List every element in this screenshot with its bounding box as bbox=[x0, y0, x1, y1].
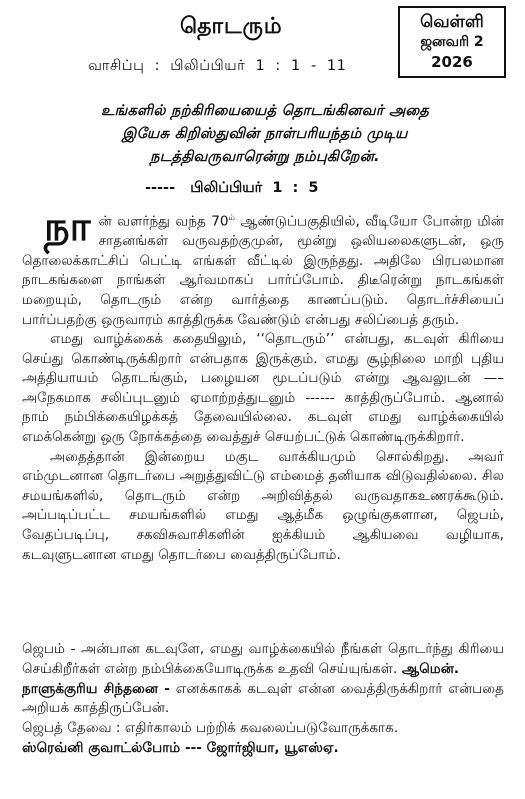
prayer-label: ஜெபம் - bbox=[22, 641, 76, 657]
thought-label: நாளுக்குரிய சிந்தனை - bbox=[22, 680, 170, 697]
memory-verse-reference: ----- பிலிப்பியர் 1 : 5 bbox=[145, 180, 319, 196]
devotional-footer bbox=[22, 640, 504, 759]
prayer-text: அன்பான கடவுளே, எமது வாழ்க்கையில் நீங்கள் தொடர்ந்து கிரியை செய்கிறீர்கள் என்ற நம்பிக்கையோடிருக்க உதவி செய்யுங்கள். bbox=[22, 641, 505, 677]
memory-verse-line: இயேசு கிறிஸ்துவின் நாள்பரியந்தம் முடிய bbox=[122, 126, 408, 142]
prayer-need bbox=[22, 719, 504, 739]
prayer bbox=[22, 640, 504, 680]
scripture-reading: வாசிப்பு : பிலிப்பியர் 1 : 1 - 11 bbox=[88, 58, 347, 74]
memory-verse bbox=[40, 100, 490, 169]
ordinal-suffix: ம் bbox=[228, 213, 235, 222]
thought-text: எனக்காகக் கடவுள் என்ன வைத்திருக்கிறார் என்பதை அறியக் காத்திருப்பேன். bbox=[22, 680, 504, 717]
date-box bbox=[398, 6, 506, 78]
need-text: : எதிர்காலம் பற்றிக் கவலைப்படுவோருக்காக. bbox=[111, 720, 399, 737]
date-year: 2026 bbox=[431, 53, 473, 71]
paragraph-1-text-b: ஆண்டுப்பகுதியில், வீடியோ போன்ற மின் சாதனங்கள் வருவதற்குமுன், மூன்று ஒலியலைகளுடன், ஒரு தொலைக்காட்சிப் பெட்டி எங்கள் வீட்டில் இருந்தது. அதிலே பிரபலமான நாடகங்களை நாங்கள் ஆர்வமாகப் பார்ப்போம். திடீரென்று நாடகங்கள் மறையும், தொடரும் என்ற வார்த்தை காணப்படும். தொடர்ச்சியைப் பார்ப்பதற்கு ஒருவாரம் காத்திருக்க வேண்டும் என்பது சலிப்பைத் தரும். bbox=[22, 213, 504, 328]
paragraph-2: எமது வாழ்க்கைக் கதையிலும், ‘‘தொடரும்’’ என்பது, கடவுள் கிரியை செய்து கொண்டிருக்கிறார் என்பதாக இருக்கும். எமது சூழ்நிலை மாறி புதிய அத்தியாயம் தொடங்கும், பழையன மூடப்படும் என்று ஆவலுடன் —– அநேகமாக சலிப்புடனும் ஏமாற்றத்துடனும் ------ காத்திருப்போம். ஆனால் நாம் நம்பிக்கையிழக்கத் தேவையில்லை. கடவுள் எமது வாழ்க்கையில் எமக்கென்று ஒரு நோக்கத்தை வைத்துச் செயற்பட்டுக் கொண்டிருக்கிறார். bbox=[22, 331, 504, 446]
author-line: ஸ்ரெவ்னி குவாட்ல்போம் --- ஜோர்ஜியா, யூஎஸ்ஏ. bbox=[22, 739, 339, 756]
date-day: வெள்ளி bbox=[420, 12, 484, 32]
memory-verse-line: உங்களில் நற்கிரியையைத் தொடங்கினவர் அதை bbox=[100, 103, 429, 119]
need-label: ஜெபத் தேவை bbox=[22, 720, 112, 737]
paragraph-1 bbox=[22, 204, 504, 330]
amen: ஆமென். bbox=[397, 660, 460, 677]
page-title: தொடரும் bbox=[180, 14, 283, 39]
paragraph-3: அதைத்தான் இன்றைய மகுட வாக்கியமும் சொல்கிறது. அவர் எம்முடனான தொடர்பை அறுத்துவிட்டு எம்மைத் தனியாக விடுவதில்லை. சில சமயங்களில், தொடரும் என்ற அறிவித்தல் வருவதாகஉணரக்கூடும். அப்படிப்பட்ட சமயங்களில் எமது ஆத்மீக ஒழுங்குகளான, ஜெபம், வேதப்படிப்பு, சகவிசுவாசிகளின் ஐக்கியம் ஆகியவை வழியாக, கடவுளுடனான எமது தொடர்பை வைத்திருப்போம். bbox=[22, 448, 504, 563]
date-month: ஜனவரி 2 bbox=[420, 34, 484, 50]
devotional-body bbox=[22, 204, 504, 565]
drop-cap: நா bbox=[44, 204, 91, 250]
memory-verse-line: நடத்திவருவாரென்று நம்புகிறேன். bbox=[150, 149, 380, 165]
paragraph-1-text-a: ன் வளர்ந்து வந்த 70 bbox=[98, 213, 229, 230]
thought-for-day bbox=[22, 680, 504, 720]
